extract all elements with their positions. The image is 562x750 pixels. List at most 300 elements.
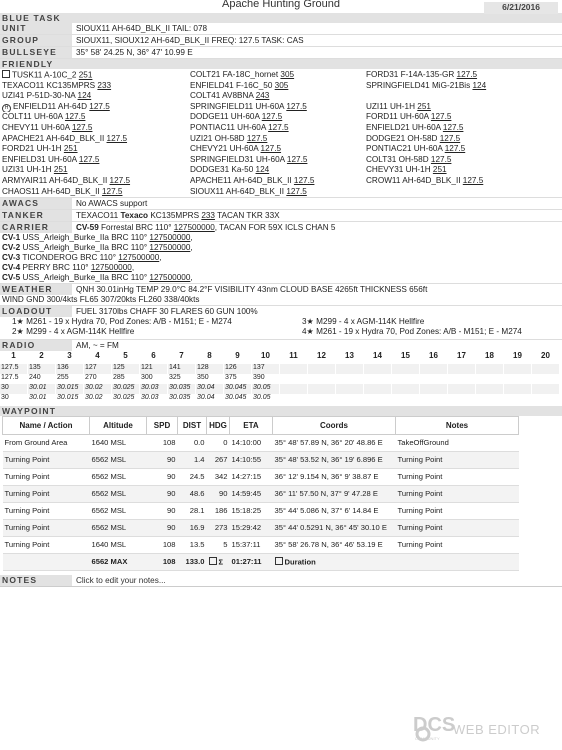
radio-preset — [336, 374, 364, 384]
radio-preset — [336, 394, 364, 404]
radio-preset — [504, 384, 532, 394]
radio-preset — [308, 394, 336, 404]
waypoint-cell: 186 — [207, 503, 230, 520]
friendly-entry — [190, 176, 366, 187]
radio-preset — [476, 394, 504, 404]
waypoint-cell: Turning Point — [396, 452, 519, 469]
carrier-frequency: 127500000 — [173, 222, 215, 232]
friendly-frequency: 127.5 — [444, 144, 466, 154]
notes-row — [0, 575, 562, 587]
radio-channel-number: 17 — [448, 351, 476, 364]
radio-preset — [504, 364, 532, 374]
radio-preset: 30.025 — [112, 394, 140, 404]
friendly-callsign: SPRINGFIELD31 UH-60A — [190, 154, 287, 164]
escort-name: USS_Arleigh_Burke_IIa BRC 110° — [20, 273, 150, 283]
radio-preset: 255 — [56, 374, 84, 384]
escort-id: CV-2 — [2, 243, 21, 253]
radio-preset: 285 — [112, 374, 140, 384]
radio-preset: 30.01 — [28, 394, 56, 404]
waypoint-cell: 36° 11' 57.50 N, 37° 9' 47.28 E — [273, 486, 396, 503]
waypoint-cell: 0 — [207, 435, 230, 452]
friendly-entry — [2, 176, 190, 187]
radio-preset — [392, 384, 420, 394]
carrier-escort — [0, 253, 562, 263]
loadout-label: LOADOUT — [0, 306, 72, 317]
checkbox-icon — [2, 70, 10, 78]
friendly-callsign: SPRINGFIELD11 UH-60A — [190, 101, 287, 111]
radio-preset: 30 — [0, 394, 28, 404]
waypoint-cell: 15:18:25 — [230, 503, 273, 520]
radio-preset — [448, 374, 476, 384]
friendly-frequency: 233 — [97, 80, 112, 90]
radio-preset: 30.04 — [196, 394, 224, 404]
radio-channel-number: 5 — [112, 351, 140, 364]
friendly-frequency: 124 — [255, 165, 270, 175]
friendly-entry — [2, 165, 190, 176]
radio-preset — [420, 364, 448, 374]
radio-preset: 325 — [168, 374, 196, 384]
radio-preset-row — [0, 394, 560, 404]
waypoint-cell: 35° 44' 5.086 N, 37° 6' 14.84 E — [273, 503, 396, 520]
escort-id: CV-1 — [2, 233, 21, 243]
weather-row — [0, 283, 562, 295]
tanker-value — [72, 211, 280, 220]
radio-preset — [448, 394, 476, 404]
friendly-entry — [2, 187, 190, 198]
carrier-escort-list — [0, 233, 562, 283]
blue-task-heading: BLUE TASK — [0, 13, 562, 23]
friendly-frequency: 127.5 — [78, 154, 100, 164]
radio-channel-header — [0, 351, 560, 364]
waypoint-cell: 342 — [207, 469, 230, 486]
radio-channel-number: 7 — [168, 351, 196, 364]
friendly-entry — [366, 155, 562, 166]
waypoint-cell: 48.6 — [178, 486, 207, 503]
radio-preset — [532, 394, 560, 404]
group-label: GROUP — [0, 35, 72, 46]
waypoint-cell: TakeOffGround — [396, 435, 519, 452]
radio-channel-number: 3 — [56, 351, 84, 364]
notes-label: NOTES — [0, 575, 72, 586]
radio-preset — [308, 374, 336, 384]
page-title: Apache Hunting Ground — [221, 0, 341, 10]
radio-preset: 30.045 — [224, 384, 252, 394]
radio-channel-number: 12 — [308, 351, 336, 364]
friendly-callsign: CROW11 AH-64D_BLK_II — [366, 175, 463, 185]
friendly-entry — [190, 123, 366, 134]
friendly-callsign: UZI41 P-51D-30-NA — [2, 91, 78, 101]
friendly-callsign: ENFIELD21 UH-60A — [366, 122, 443, 132]
waypoint-cell: Turning Point — [396, 537, 519, 554]
waypoint-cell: 6562 MSL — [90, 503, 147, 520]
summary-sum — [207, 554, 230, 571]
waypoint-header-row — [3, 417, 519, 435]
waypoint-cell: 16.9 — [178, 520, 207, 537]
waypoint-cell: Turning Point — [396, 469, 519, 486]
waypoint-cell: 90 — [147, 503, 178, 520]
radio-preset — [364, 394, 392, 404]
radio-preset: 127.5 — [0, 364, 28, 374]
radio-preset — [280, 394, 308, 404]
duration-label: Duration — [284, 557, 316, 567]
friendly-callsign: FORD11 UH-60A — [366, 112, 431, 122]
waypoint-cell: Turning Point — [3, 469, 90, 486]
waypoint-table — [2, 416, 519, 571]
summary-altitude: 6562 MAX — [90, 554, 147, 571]
friendly-frequency: 251 — [53, 165, 68, 175]
friendly-callsign: SPRINGFIELD41 MiG-21Bis — [366, 80, 473, 90]
friendly-callsign: ENFIELD41 F-16C_50 — [190, 80, 275, 90]
waypoint-cell: Turning Point — [3, 520, 90, 537]
escort-id: CV-3 — [2, 253, 21, 263]
radio-preset: 270 — [84, 374, 112, 384]
friendly-callsign: COLT41 AV8BNA — [190, 91, 256, 101]
waypoint-cell: From Ground Area — [3, 435, 90, 452]
friendly-frequency: 127.5 — [260, 144, 282, 154]
checkbox-icon[interactable] — [209, 557, 217, 565]
friendly-entry — [366, 91, 562, 102]
radio-preset — [532, 364, 560, 374]
radio-preset — [532, 374, 560, 384]
radio-preset: 30.025 — [112, 384, 140, 394]
friendly-entry — [190, 91, 366, 102]
radio-preset — [532, 384, 560, 394]
escort-name: USS_Arleigh_Burke_IIa BRC 110° — [20, 233, 150, 243]
radio-preset: 121 — [140, 364, 168, 374]
radio-preset: 30.05 — [252, 384, 280, 394]
friendly-rotary-grid — [0, 102, 562, 197]
waypoint-cell: 14:10:55 — [230, 452, 273, 469]
friendly-entry — [366, 187, 562, 198]
friendly-entry — [190, 134, 366, 145]
radio-channel-number: 2 — [28, 351, 56, 364]
loadout-station-1: 1★ M261 - 19 x Hydra 70, Pod Zones: A/B - M151; E - M274 — [12, 317, 232, 327]
waypoint-cell: Turning Point — [396, 486, 519, 503]
friendly-frequency: 251 — [432, 165, 447, 175]
waypoint-cell: 90 — [147, 520, 178, 537]
friendly-entry — [2, 112, 190, 123]
waypoint-cell: 1640 MSL — [90, 435, 147, 452]
logo-tag: COMMUNITY — [415, 736, 440, 741]
waypoint-column-header: DIST — [178, 417, 207, 435]
waypoint-cell: 6562 MSL — [90, 452, 147, 469]
waypoint-column-header: Coords — [273, 417, 396, 435]
radio-preset — [336, 364, 364, 374]
friendly-entry — [366, 176, 562, 187]
radio-preset — [392, 364, 420, 374]
waypoint-cell: Turning Point — [396, 503, 519, 520]
escort-frequency: 127500000 — [118, 253, 160, 263]
group-value: SIOUX11, SIOUX12 AH-64D_BLK_II FREQ: 127.5 TASK: CAS — [76, 35, 304, 45]
radio-preset: 127 — [84, 364, 112, 374]
friendly-entry — [190, 165, 366, 176]
friendly-callsign: APACHE21 AH-64D_BLK_II — [2, 133, 107, 143]
friendly-frequency: 243 — [255, 91, 270, 101]
waypoint-row[interactable] — [3, 520, 519, 537]
loadout-station-3: 3★ M299 - 4 x AGM-114K Hellfire — [302, 317, 425, 327]
waypoint-row[interactable] — [3, 469, 519, 486]
waypoint-cell: 0.0 — [178, 435, 207, 452]
radio-preset — [308, 364, 336, 374]
radio-preset: 30.035 — [168, 394, 196, 404]
radio-preset: 127.5 — [0, 374, 28, 384]
logo-brand: DCS — [413, 714, 456, 736]
friendly-callsign: FORD21 UH-1H — [2, 144, 64, 154]
friendly-entry — [366, 70, 562, 81]
radio-preset: 350 — [196, 374, 224, 384]
checkbox-icon[interactable] — [275, 557, 283, 565]
friendly-callsign: PONTIAC11 UH-60A — [190, 122, 269, 132]
friendly-frequency: 127.5 — [286, 101, 307, 111]
friendly-entry — [2, 134, 190, 145]
radio-preset: 30.03 — [140, 384, 168, 394]
summary-blank — [396, 554, 519, 571]
waypoint-cell: 35° 48' 53.52 N, 36° 19' 6.896 E — [273, 452, 396, 469]
friendly-frequency: 251 — [417, 101, 431, 111]
tanker-tacan: TACAN TKR 33X — [214, 210, 280, 220]
radio-preset: 125 — [112, 364, 140, 374]
bullseye-label: BULLSEYE — [0, 47, 72, 58]
radio-channel-number: 16 — [420, 351, 448, 364]
waypoint-cell: 24.5 — [178, 469, 207, 486]
radio-preset: 390 — [252, 374, 280, 384]
friendly-entry — [190, 112, 366, 123]
tanker-aircraft: KC135MPRS — [148, 210, 202, 220]
tanker-label: TANKER — [0, 210, 72, 221]
carrier-row — [0, 222, 562, 233]
waypoint-column-header: Notes — [396, 417, 519, 435]
friendly-entry — [366, 134, 562, 145]
radio-preset: 300 — [140, 374, 168, 384]
escort-id: CV-4 — [2, 263, 21, 273]
friendly-callsign: DODGE21 OH-58D — [366, 133, 440, 143]
radio-preset — [364, 364, 392, 374]
radio-table — [0, 351, 560, 404]
radio-channel-number: 15 — [392, 351, 420, 364]
friendly-callsign: SIOUX11 AH-64D_BLK_II — [190, 186, 287, 196]
friendly-callsign: FORD31 F-14A-135-GR — [366, 70, 457, 79]
waypoint-column-header: HDG — [207, 417, 230, 435]
sum-label: Σ — [218, 557, 224, 567]
friendly-callsign: ARMYAIR11 AH-64D_BLK_II — [2, 175, 110, 185]
friendly-entry — [2, 70, 190, 81]
radio-preset: 135 — [28, 364, 56, 374]
escort-sep: , — [159, 253, 162, 263]
summary-blank — [3, 554, 90, 571]
radio-preset — [364, 374, 392, 384]
radio-preset — [504, 394, 532, 404]
carrier-escort — [0, 273, 562, 283]
waypoint-row[interactable] — [3, 452, 519, 469]
friendly-frequency: 127.5 — [261, 112, 283, 122]
escort-frequency: 127500000 — [149, 243, 191, 253]
friendly-callsign: CHEVY31 UH-1H — [366, 165, 433, 175]
friendly-frequency: 127.5 — [109, 175, 131, 185]
radio-preset: 240 — [28, 374, 56, 384]
escort-name: TICONDEROG BRC 110° — [20, 253, 119, 263]
waypoint-cell: 28.1 — [178, 503, 207, 520]
loadout-station-4: 4★ M261 - 19 x Hydra 70, Pod Zones: A/B - M151; E - M274 — [302, 327, 522, 337]
radio-preset — [364, 384, 392, 394]
awacs-value: No AWACS support — [76, 198, 148, 208]
friendly-frequency: 251 — [63, 144, 78, 154]
radio-legend: AM, ~ = FM — [76, 340, 119, 350]
waypoint-column-header: Altitude — [90, 417, 147, 435]
radio-preset: 30.03 — [140, 394, 168, 404]
waypoint-cell: 15:37:11 — [230, 537, 273, 554]
radio-preset: 30.045 — [224, 394, 252, 404]
waypoint-cell: 6562 MSL — [90, 520, 147, 537]
friendly-frequency: 127.5 — [430, 112, 452, 122]
waypoint-heading: WAYPOINT — [0, 406, 562, 416]
radio-preset: 30.05 — [252, 394, 280, 404]
radio-preset: 30.015 — [56, 394, 84, 404]
waypoint-cell: 90 — [147, 486, 178, 503]
escort-id: CV-5 — [2, 273, 21, 283]
waypoint-cell: 1.4 — [178, 452, 207, 469]
unit-label: UNIT — [0, 23, 72, 34]
radio-preset: 30.02 — [84, 384, 112, 394]
waypoint-column-header: ETA — [230, 417, 273, 435]
awacs-row — [0, 197, 562, 210]
radio-preset-row — [0, 364, 560, 374]
escort-frequency: 127500000 — [90, 263, 132, 273]
radio-preset: 136 — [56, 364, 84, 374]
waypoint-cell: 35° 48' 57.89 N, 36° 20' 48.86 E — [273, 435, 396, 452]
friendly-frequency: 127.5 — [101, 186, 123, 196]
friendly-frequency: 127.5 — [286, 186, 307, 196]
tanker-row — [0, 210, 562, 222]
escort-frequency: 127500000 — [149, 273, 191, 283]
radio-preset — [280, 364, 308, 374]
escort-name: USS_Arleigh_Burke_IIa BRC 110° — [20, 243, 150, 253]
friendly-frequency: 127.5 — [106, 133, 128, 143]
friendly-callsign: COLT21 FA-18C_hornet — [190, 70, 281, 79]
awacs-label: AWACS — [0, 198, 72, 209]
escort-name: PERRY BRC 110° — [20, 263, 91, 273]
friendly-entry — [366, 112, 562, 123]
radio-preset — [448, 364, 476, 374]
radio-preset: 30.035 — [168, 384, 196, 394]
radio-channel-number: 19 — [504, 351, 532, 364]
friendly-callsign: ENFIELD11 AH-64D — [13, 101, 90, 111]
waypoint-cell: 35° 58' 26.78 N, 36° 46' 53.19 E — [273, 537, 396, 554]
group-row — [0, 35, 562, 47]
escort-sep: , — [131, 263, 135, 273]
friendly-frequency: 127.5 — [268, 122, 289, 132]
loadout-row — [0, 305, 562, 317]
radio-preset: 128 — [196, 364, 224, 374]
friendly-frequency: 127.5 — [462, 175, 484, 185]
friendly-frequency: 127.5 — [439, 133, 461, 143]
radio-preset: 30 — [0, 384, 28, 394]
tanker-frequency: 233 — [201, 210, 215, 220]
radio-preset: 375 — [224, 374, 252, 384]
tanker-callsign: TEXACO11 — [76, 210, 121, 220]
waypoint-cell: 267 — [207, 452, 230, 469]
radio-preset — [392, 374, 420, 384]
radio-preset-row — [0, 384, 560, 394]
waypoint-cell: 36° 12' 9.154 N, 36° 9' 38.87 E — [273, 469, 396, 486]
friendly-entry — [190, 155, 366, 166]
radio-channel-number: 6 — [140, 351, 168, 364]
radio-channel-number: 9 — [224, 351, 252, 364]
tanker-type: Texaco — [120, 210, 149, 220]
radio-preset — [448, 384, 476, 394]
radio-preset — [420, 384, 448, 394]
loadout-station-2: 2★ M299 - 4 x AGM-114K Hellfire — [12, 327, 135, 337]
radio-channel-number: 14 — [364, 351, 392, 364]
radio-preset — [476, 384, 504, 394]
friendly-fixedwing-grid — [0, 70, 562, 102]
friendly-callsign: ENFIELD31 UH-60A — [2, 154, 79, 164]
waypoint-cell: 1640 MSL — [90, 537, 147, 554]
waypoint-cell: Turning Point — [3, 503, 90, 520]
radio-channel-number: 13 — [336, 351, 364, 364]
radio-preset — [392, 394, 420, 404]
waypoint-cell: 35° 44' 0.5291 N, 36° 45' 30.10 E — [273, 520, 396, 537]
waypoint-cell: 14:59:45 — [230, 486, 273, 503]
waypoint-cell: 14:10:00 — [230, 435, 273, 452]
carrier-label: CARRIER — [0, 222, 72, 233]
radio-preset: 141 — [168, 364, 196, 374]
friendly-entry — [190, 102, 366, 113]
friendly-callsign: TUSK11 A-10C_2 — [12, 70, 79, 80]
friendly-callsign: COLT11 UH-60A — [2, 112, 65, 122]
radio-preset: 30.01 — [28, 384, 56, 394]
friendly-frequency: 124 — [472, 80, 487, 90]
radio-preset — [420, 394, 448, 404]
escort-sep: , — [190, 243, 193, 253]
loadout-value: FUEL 3170lbs CHAFF 30 FLARES 60 GUN 100% — [76, 306, 258, 316]
weather-line-2: WIND GND 300/4kts FL65 307/20kts FL260 338/40kts — [2, 295, 200, 305]
radio-channel-number: 4 — [84, 351, 112, 364]
friendly-entry — [2, 123, 190, 134]
friendly-callsign: APACHE11 AH-64D_BLK_II — [190, 175, 294, 185]
radio-row — [0, 339, 562, 351]
friendly-callsign: CHAOS11 AH-64D_BLK_II — [2, 186, 102, 196]
radio-preset-row — [0, 374, 560, 384]
waypoint-row[interactable] — [3, 435, 519, 452]
radio-channel-number: 20 — [532, 351, 560, 364]
title-bar — [0, 0, 562, 13]
friendly-frequency: 305 — [280, 70, 295, 79]
waypoint-row[interactable] — [3, 537, 519, 554]
friendly-callsign: DODGE31 Ka-50 — [190, 165, 256, 175]
waypoint-cell: Turning Point — [396, 520, 519, 537]
bullseye-value: 35° 58' 24.25 N, 36° 47' 10.99 E — [76, 47, 193, 57]
friendly-entry — [366, 144, 562, 155]
friendly-entry — [190, 81, 366, 92]
summary-eta: 01:27:11 — [230, 554, 273, 571]
waypoint-cell: 90 — [207, 486, 230, 503]
waypoint-cell: 108 — [147, 435, 178, 452]
waypoint-row[interactable] — [3, 503, 519, 520]
notes-input[interactable]: Click to edit your notes... — [76, 575, 166, 585]
radio-channel-number: 11 — [280, 351, 308, 364]
radio-preset — [280, 374, 308, 384]
friendly-entry — [366, 123, 562, 134]
waypoint-cell: Turning Point — [3, 452, 90, 469]
waypoint-row[interactable] — [3, 486, 519, 503]
friendly-callsign: TEXACO11 KC135MPRS — [2, 80, 98, 90]
waypoint-summary-row — [3, 554, 519, 571]
waypoint-column-header: Name / Action — [3, 417, 90, 435]
logo-icon — [405, 712, 545, 742]
escort-sep: , — [190, 233, 193, 243]
friendly-frequency: 127.5 — [64, 112, 86, 122]
radio-preset — [336, 384, 364, 394]
